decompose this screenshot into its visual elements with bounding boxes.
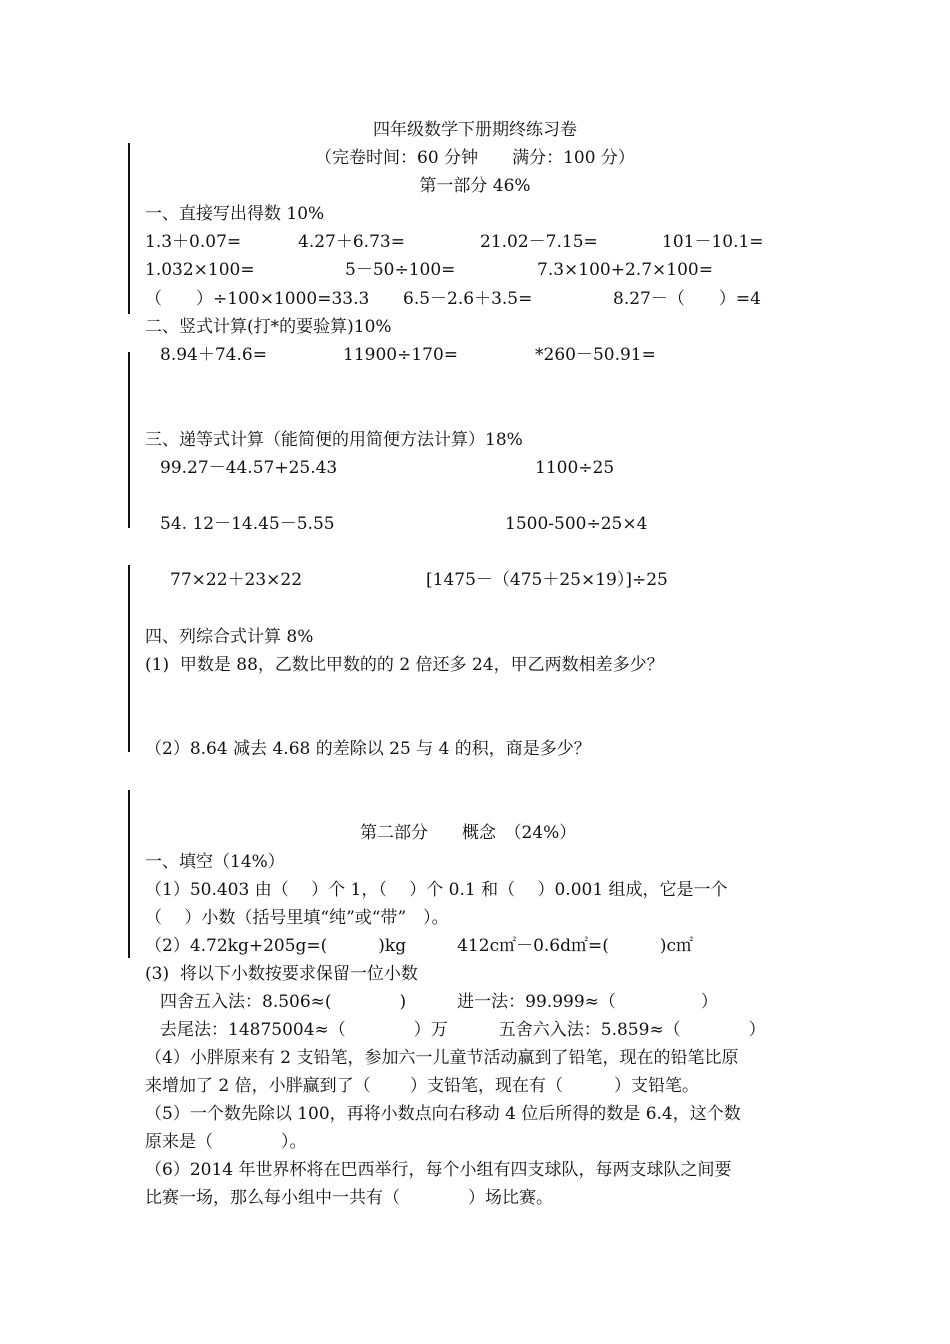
problem: 7.3×100+2.7×100= [537,260,713,280]
section-heading: 三、递等式计算（能简便的用简便方法计算）18% [145,430,523,450]
problem: 11900÷170= [343,345,459,365]
problem: *260－50.91= [535,345,656,365]
problem: 8.94＋74.6= [160,345,267,365]
problem: （ ）÷100×1000=33.3 [145,289,370,309]
fill-blank: 来增加了 2 倍，小胖赢到了（ ）支铅笔，现在有（ ）支铅笔。 [145,1076,700,1096]
problem: 6.5－2.6＋3.5= [403,289,533,309]
page-subtitle: （完卷时间：60 分钟 满分：100 分） [315,148,635,168]
fill-blank: （4）小胖原来有 2 支铅笔，参加六一儿童节活动赢到了铅笔，现在的铅笔比原 [145,1048,739,1068]
part2-heading: 第二部分 概念 （24%） [360,823,577,843]
fill-blank: （5）一个数先除以 100，再将小数点向右移动 4 位后所得的数是 6.4，这个数 [145,1104,741,1124]
problem: 1500-500÷25×4 [505,514,648,534]
problem: 5－50÷100= [345,260,456,280]
section-heading: 二、竖式计算(打*的要验算)10% [145,317,392,337]
problem: 1.3＋0.07= [145,232,242,252]
page-title: 四年级数学下册期终练习卷 [373,120,577,140]
problem: 54. 12－14.45－5.55 [160,514,335,534]
fill-blank: （6）2014 年世界杯将在巴西举行，每个小组有四支球队，每两支球队之间要 [145,1160,732,1180]
problem: 21.02－7.15= [480,232,598,252]
problem: 101－10.1= [662,232,764,252]
problem: 99.27－44.57+25.43 [160,458,338,478]
section-heading: 四、列综合式计算 8% [145,627,314,647]
fill-blank: （2）4.72kg+205g=( )kg 412c㎡－0.6d㎡=( )c㎡ [145,936,694,956]
problem: [1475－（475＋25×19）]÷25 [426,570,668,590]
problem: 77×22＋23×22 [170,570,303,590]
part1-heading: 第一部分 46% [419,176,531,196]
fill-blank: 原来是（ ）。 [145,1132,307,1152]
problem: 8.27－（ ）=4 [613,289,761,309]
fill-blank: 四舍五入法：8.506≈( ) 进一法：99.999≈（ ） [160,992,718,1012]
fill-blank: （ ）小数（括号里填“纯”或“带” ）。 [145,908,449,928]
fill-blank: （1）50.403 由（ ）个 1，（ ）个 0.1 和（ ）0.001 组成，它是一个 [145,880,728,900]
fill-blank: 比赛一场，那么每小组中一共有（ ）场比赛。 [145,1188,553,1208]
fill-blank: 去尾法：14875004≈（ ）万 五舍六入法：5.859≈（ ） [160,1020,766,1040]
problem: 1100÷25 [535,458,615,478]
margin-bar [128,790,130,958]
problem: 1.032×100= [145,260,255,280]
problem: 4.27＋6.73= [298,232,405,252]
margin-bar [128,565,130,752]
margin-bar [128,352,130,528]
fill-blank: (3) 将以下小数按要求保留一位小数 [145,964,418,984]
section-heading: 一、直接写出得数 10% [145,204,325,224]
section-heading: 一、填空（14%） [145,852,285,872]
word-problem: （2）8.64 减去 4.68 的差除以 25 与 4 的积，商是多少？ [145,739,591,759]
word-problem: (1) 甲数是 88，乙数比甲数的的 2 倍还多 24，甲乙两数相差多少？ [145,655,664,675]
